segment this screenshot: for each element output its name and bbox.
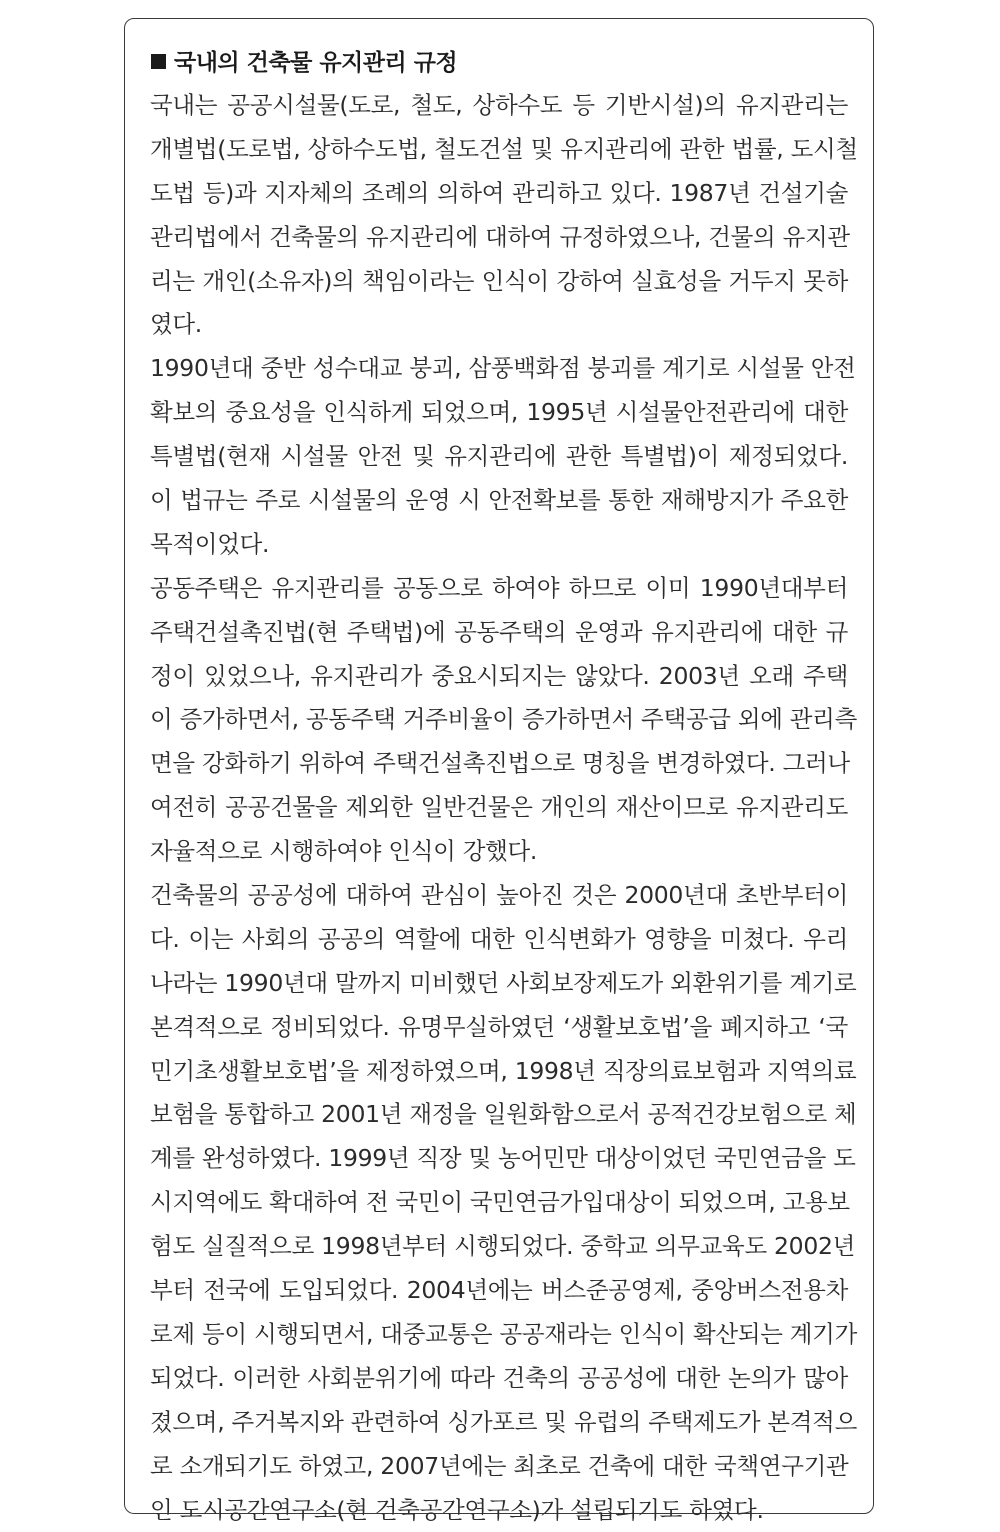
text-line: 이 증가하면서, 공동주택 거주비율이 증가하면서 주택공급 외에 관리측 bbox=[150, 698, 848, 742]
text-line: 확보의 중요성을 인식하게 되었으며, 1995년 시설물안전관리에 대한 bbox=[150, 391, 848, 435]
text-line: 건축물의 공공성에 대하여 관심이 높아진 것은 2000년대 초반부터이 bbox=[150, 874, 848, 918]
body-text bbox=[150, 84, 848, 1532]
text-line: 특별법(현재 시설물 안전 및 유지관리에 관한 특별법)이 제정되었다. bbox=[150, 435, 848, 479]
text-line: 여전히 공공건물을 제외한 일반건물은 개인의 재산이므로 유지관리도 bbox=[150, 786, 848, 830]
text-line: 주택건설촉진법(현 주택법)에 공동주택의 운영과 유지관리에 대한 규 bbox=[150, 611, 848, 655]
text-line: 나라는 1990년대 말까지 미비했던 사회보장제도가 외환위기를 계기로 bbox=[150, 962, 848, 1006]
text-line: 부터 전국에 도입되었다. 2004년에는 버스준공영제, 중앙버스전용차 bbox=[150, 1269, 848, 1313]
heading-text: 국내의 건축물 유지관리 규정 bbox=[174, 50, 457, 76]
text-line: 개별법(도로법, 상하수도법, 철도건설 및 유지관리에 관한 법률, 도시철 bbox=[150, 128, 848, 172]
text-line: 험도 실질적으로 1998년부터 시행되었다. 중학교 의무교육도 2002년 bbox=[150, 1225, 848, 1269]
text-line: 본격적으로 정비되었다. 유명무실하였던 ‘생활보호법’을 폐지하고 ‘국 bbox=[150, 1006, 848, 1050]
section-heading bbox=[151, 44, 457, 77]
text-line: 로 소개되기도 하였고, 2007년에는 최초로 건축에 대한 국책연구기관 bbox=[150, 1445, 848, 1489]
text-line: 계를 완성하였다. 1999년 직장 및 농어민만 대상이었던 국민연금을 도 bbox=[150, 1137, 848, 1181]
text-line: 이 법규는 주로 시설물의 운영 시 안전확보를 통한 재해방지가 주요한 bbox=[150, 479, 848, 523]
text-line: 시지역에도 확대하여 전 국민이 국민연금가입대상이 되었으며, 고용보 bbox=[150, 1181, 848, 1225]
text-line: 되었다. 이러한 사회분위기에 따라 건축의 공공성에 대한 논의가 많아 bbox=[150, 1357, 848, 1401]
text-line: 보험을 통합하고 2001년 재정을 일원화함으로서 공적건강보험으로 체 bbox=[150, 1093, 848, 1137]
text-line: 목적이었다. bbox=[150, 523, 848, 567]
text-line: 자율적으로 시행하여야 인식이 강했다. bbox=[150, 830, 848, 874]
text-line: 1990년대 중반 성수대교 붕괴, 삼풍백화점 붕괴를 계기로 시설물 안전 bbox=[150, 347, 848, 391]
text-line: 졌으며, 주거복지와 관련하여 싱가포르 및 유럽의 주택제도가 본격적으 bbox=[150, 1401, 848, 1445]
text-line: 국내는 공공시설물(도로, 철도, 상하수도 등 기반시설)의 유지관리는 bbox=[150, 84, 848, 128]
square-bullet-icon bbox=[151, 54, 166, 69]
text-line: 정이 있었으나, 유지관리가 중요시되지는 않았다. 2003년 오래 주택 bbox=[150, 655, 848, 699]
text-line: 로제 등이 시행되면서, 대중교통은 공공재라는 인식이 확산되는 계기가 bbox=[150, 1313, 848, 1357]
text-line: 인 도시공간연구소(현 건축공간연구소)가 설립되기도 하였다. bbox=[150, 1489, 848, 1532]
text-line: 였다. bbox=[150, 303, 848, 347]
text-line: 민기초생활보호법’을 제정하였으며, 1998년 직장의료보험과 지역의료 bbox=[150, 1050, 848, 1094]
text-line: 면을 강화하기 위하여 주택건설촉진법으로 명칭을 변경하였다. 그러나 bbox=[150, 742, 848, 786]
text-line: 도법 등)과 지자체의 조례의 의하여 관리하고 있다. 1987년 건설기술 bbox=[150, 172, 848, 216]
text-line: 다. 이는 사회의 공공의 역할에 대한 인식변화가 영향을 미쳤다. 우리 bbox=[150, 918, 848, 962]
text-line: 리는 개인(소유자)의 책임이라는 인식이 강하여 실효성을 거두지 못하 bbox=[150, 260, 848, 304]
text-line: 관리법에서 건축물의 유지관리에 대하여 규정하였으나, 건물의 유지관 bbox=[150, 216, 848, 260]
text-line: 공동주택은 유지관리를 공동으로 하여야 하므로 이미 1990년대부터 bbox=[150, 567, 848, 611]
